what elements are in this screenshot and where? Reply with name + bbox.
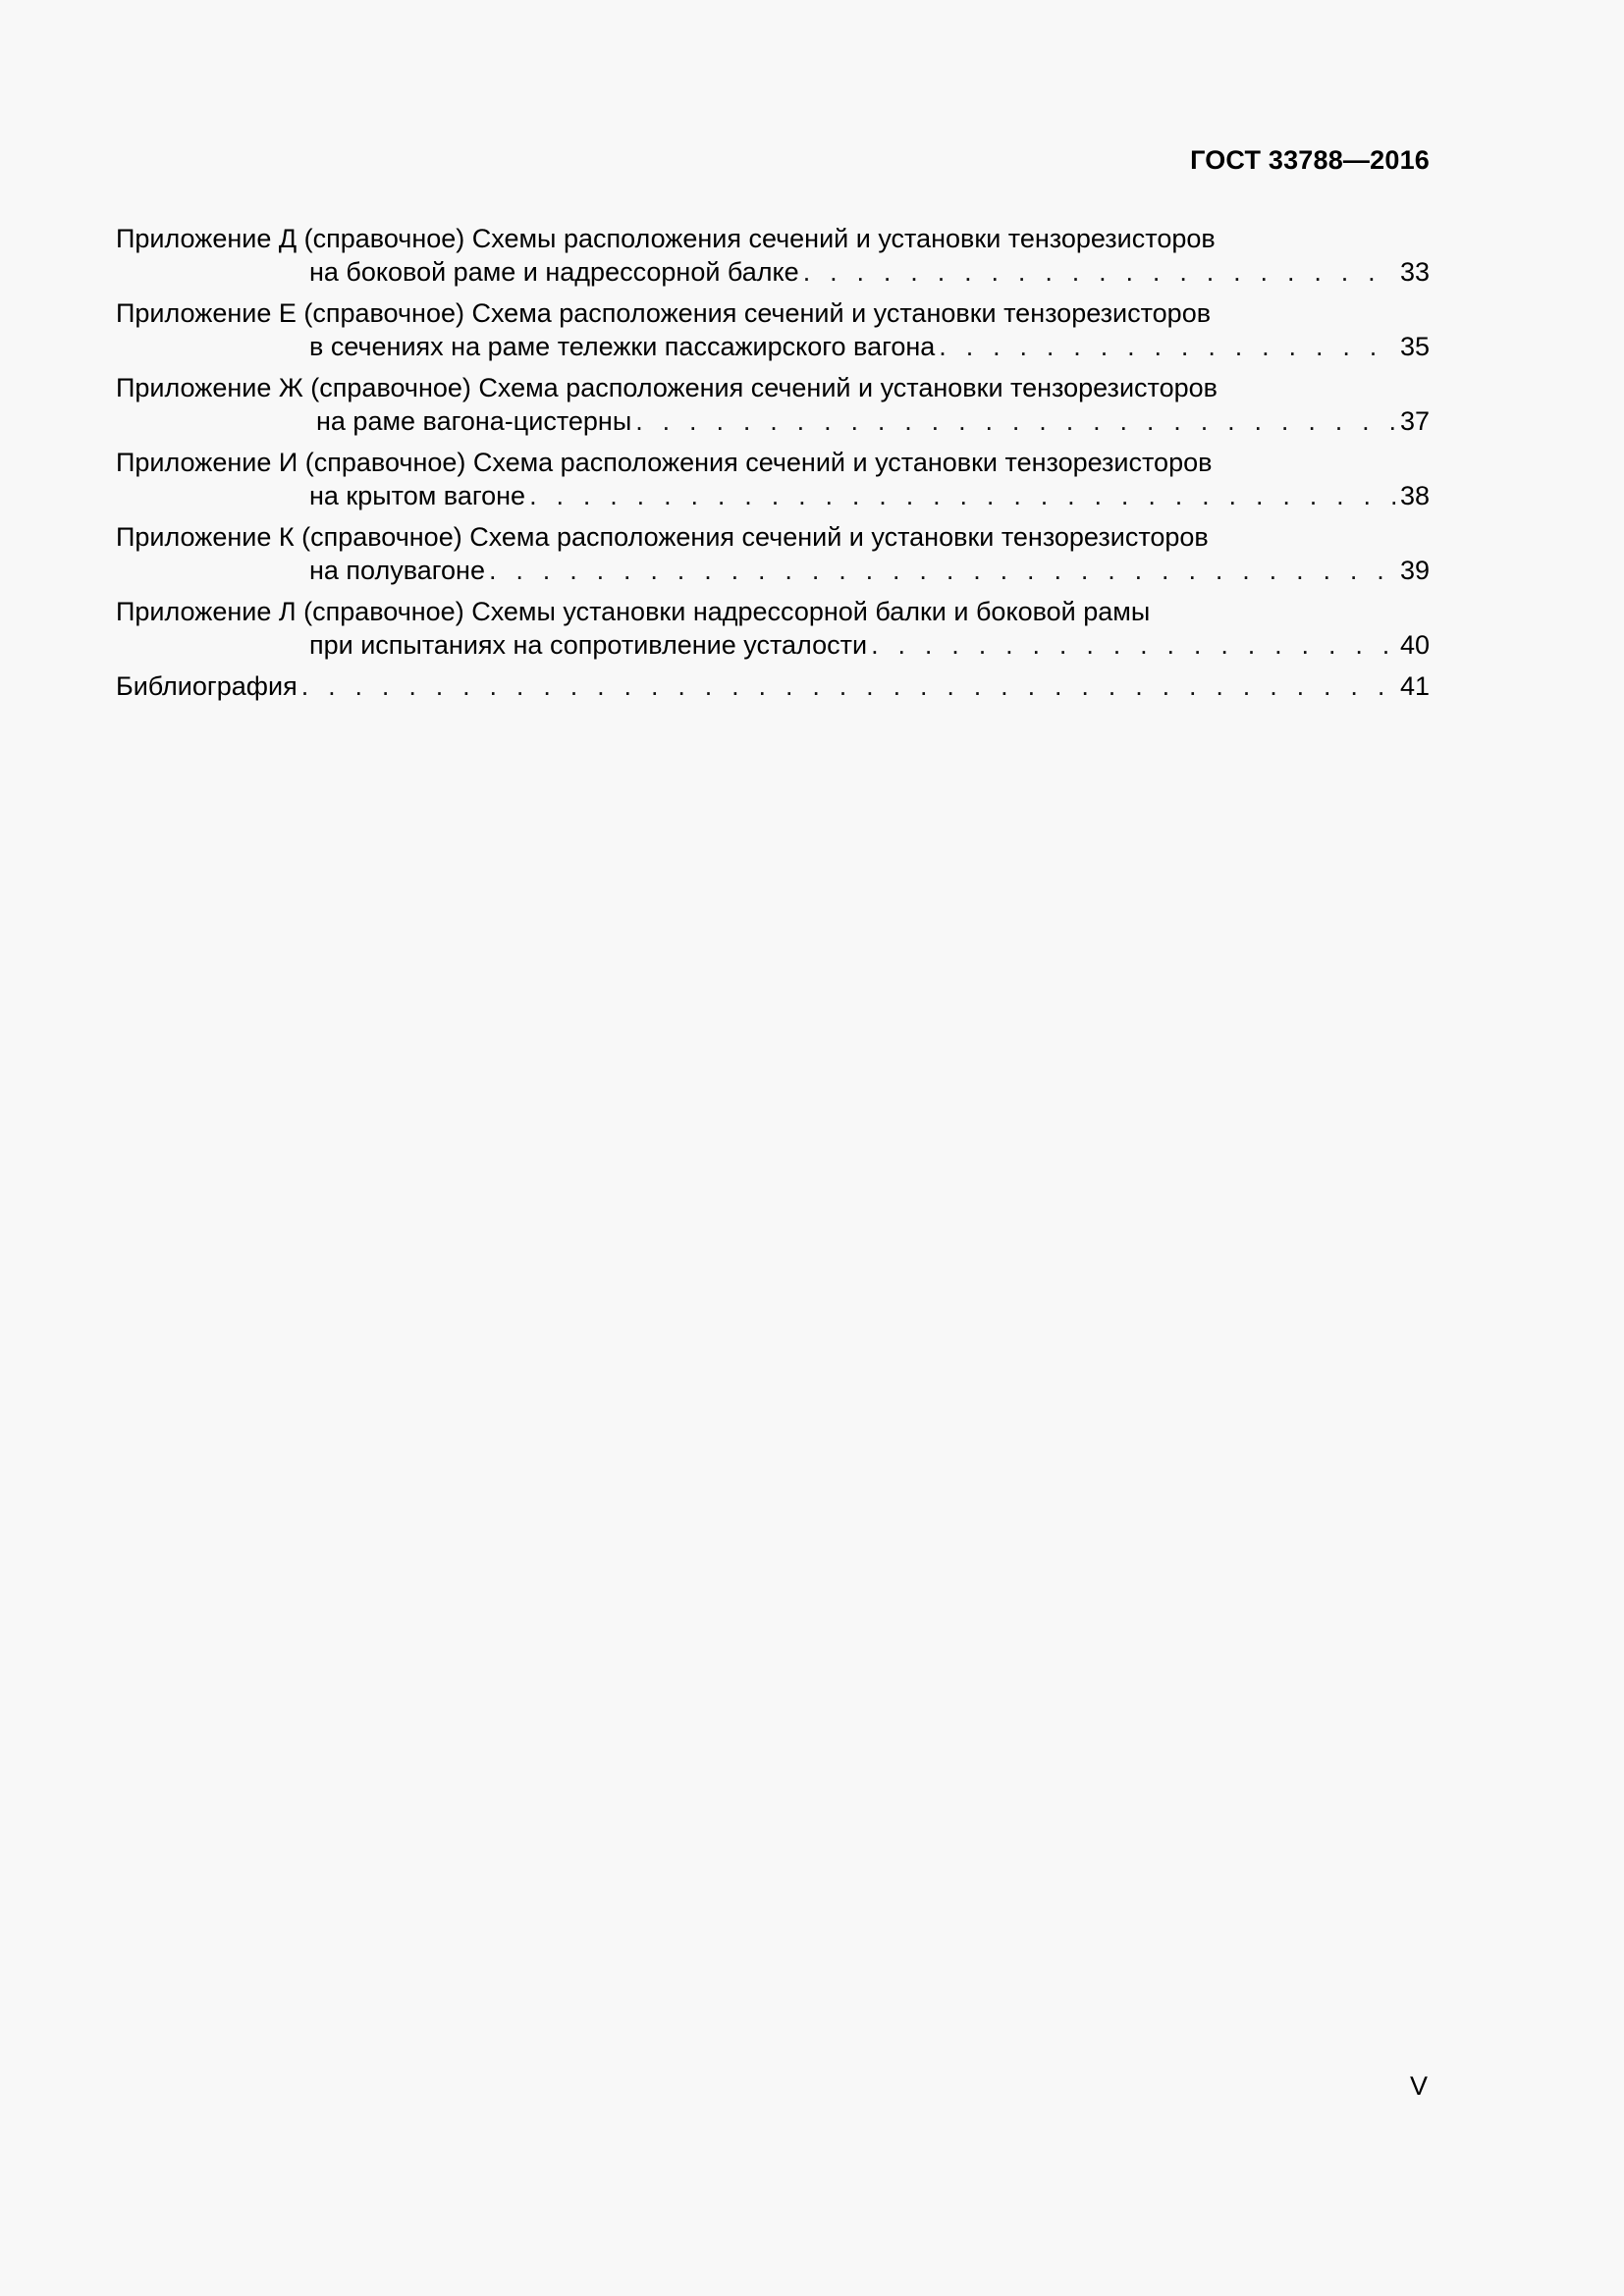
toc-entry-subtitle: на крытом вагоне	[309, 481, 526, 510]
toc-leader-dots	[871, 628, 1396, 662]
toc-entry-appendix-l[interactable]	[116, 595, 1430, 662]
toc-page-number: 39	[1399, 556, 1430, 585]
toc-page-number: 38	[1399, 481, 1430, 510]
toc-entry-subtitle: в сечениях на раме тележки пассажирского вагона	[309, 332, 936, 361]
toc-page-number: 37	[1399, 406, 1430, 436]
toc-entry-appendix-zh[interactable]	[116, 371, 1430, 438]
toc-leader-dots	[635, 404, 1396, 438]
toc-entry-title: Приложение И (справочное) Схема расположения сечений и установки тензорезисторов	[116, 448, 1213, 477]
toc-page-number: 40	[1399, 630, 1430, 660]
toc-leader-dots	[939, 330, 1396, 363]
toc-entry-appendix-i[interactable]	[116, 446, 1430, 512]
toc-leader-dots	[803, 255, 1396, 289]
table-of-contents	[116, 222, 1430, 711]
toc-entry-appendix-k[interactable]	[116, 520, 1430, 587]
toc-entry-subtitle: на боковой раме и надрессорной балке	[309, 257, 799, 287]
toc-page-number: 33	[1399, 257, 1430, 287]
toc-leader-dots	[529, 479, 1396, 512]
toc-entry-title: Приложение Е (справочное) Схема расположения сечений и установки тензорезисторов	[116, 298, 1212, 328]
toc-entry-subtitle: на раме вагона-цистерны	[316, 406, 632, 436]
toc-entry-subtitle: на полувагоне	[309, 556, 485, 585]
toc-page-number: 41	[1399, 671, 1430, 701]
page-number: V	[1409, 2071, 1428, 2101]
toc-entry-title: Приложение Д (справочное) Схемы расположения сечений и установки тензорезисторов	[116, 224, 1216, 253]
toc-leader-dots	[489, 554, 1396, 587]
toc-entry-subtitle: при испытаниях на сопротивление усталости	[309, 630, 868, 660]
toc-entry-appendix-d[interactable]	[116, 222, 1430, 289]
toc-leader-dots	[301, 669, 1396, 703]
toc-entry-title: Приложение Ж (справочное) Схема расположения сечений и установки тензорезисторов	[116, 373, 1218, 402]
toc-page-number: 35	[1399, 332, 1430, 361]
toc-entry-title: Приложение К (справочное) Схема расположения сечений и установки тензорезисторов	[116, 522, 1209, 552]
toc-entry-title: Библиография	[116, 671, 298, 701]
toc-entry-bibliography[interactable]	[116, 669, 1430, 703]
toc-entry-title: Приложение Л (справочное) Схемы установки надрессорной балки и боковой рамы	[116, 597, 1151, 626]
document-standard-header: ГОСТ 33788—2016	[1190, 145, 1430, 175]
toc-entry-appendix-e[interactable]	[116, 296, 1430, 363]
